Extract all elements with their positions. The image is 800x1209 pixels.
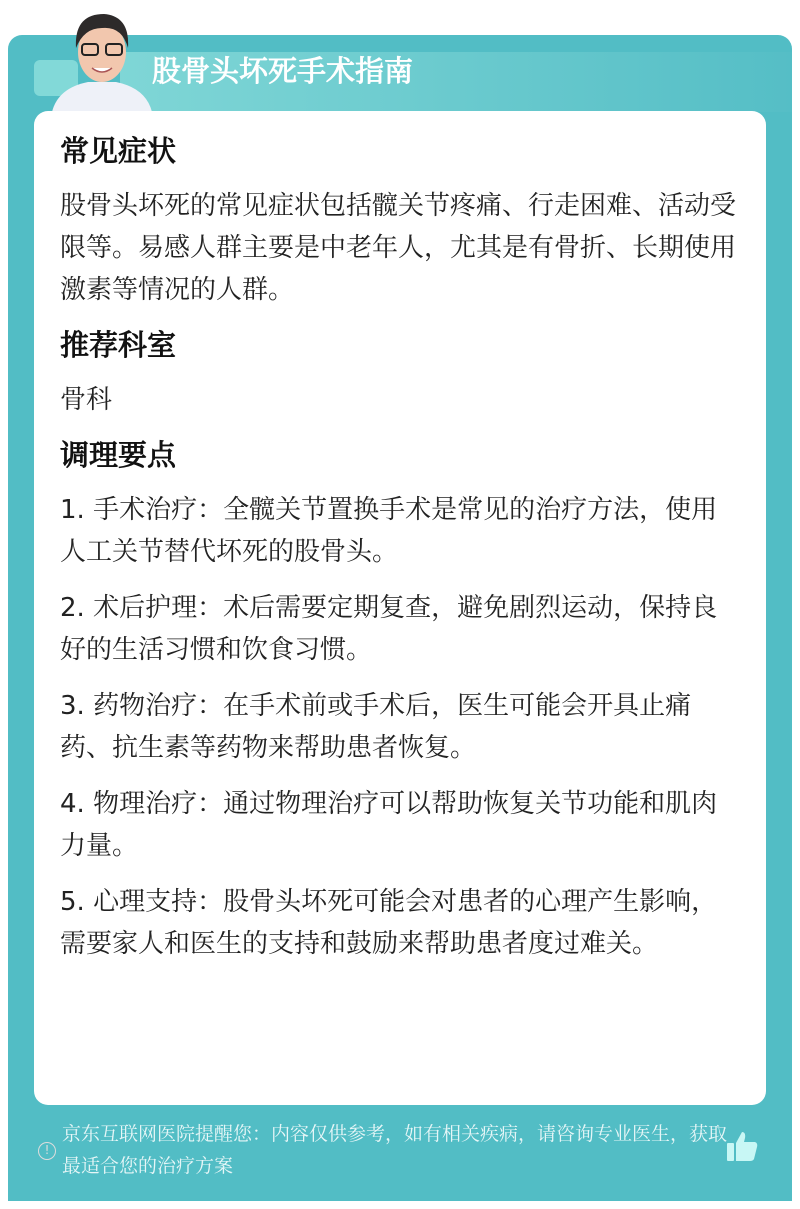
care-item: 2. 术后护理：术后需要定期复查，避免剧烈运动，保持良好的生活习惯和饮食习惯。: [60, 593, 718, 665]
thumbs-up-icon[interactable]: [726, 1130, 758, 1162]
info-icon: !: [38, 1142, 56, 1160]
page-title: 股骨头坏死手术指南: [152, 54, 414, 88]
section-heading-care: 调理要点: [60, 438, 177, 472]
care-item: 5. 心理支持：股骨头坏死可能会对患者的心理产生影响，需要家人和医生的支持和鼓励来帮助患者度过难关。: [60, 887, 718, 959]
care-item: 3. 药物治疗：在手术前或手术后，医生可能会开具止痛药、抗生素等药物来帮助患者恢复。: [60, 691, 692, 763]
footer-notice: 京东互联网医院提醒您：内容仅供参考，如有相关疾病，请咨询专业医生，获取最适合您的治疗方案: [62, 1123, 728, 1177]
section-heading-department: 推荐科室: [60, 328, 177, 362]
section-heading-symptoms: 常见症状: [60, 134, 177, 168]
doctor-avatar: [48, 8, 156, 112]
care-item: 4. 物理治疗：通过物理治疗可以帮助恢复关节功能和肌肉力量。: [60, 789, 718, 861]
symptoms-text: 股骨头坏死的常见症状包括髋关节疼痛、行走困难、活动受限等。易感人群主要是中老年人，尤其是有骨折、长期使用激素等情况的人群。: [60, 191, 737, 305]
content-panel: [34, 111, 766, 1105]
department-text: 骨科: [60, 385, 113, 415]
care-item: 1. 手术治疗：全髋关节置换手术是常见的治疗方法，使用人工关节替代坏死的股骨头。: [60, 495, 718, 567]
